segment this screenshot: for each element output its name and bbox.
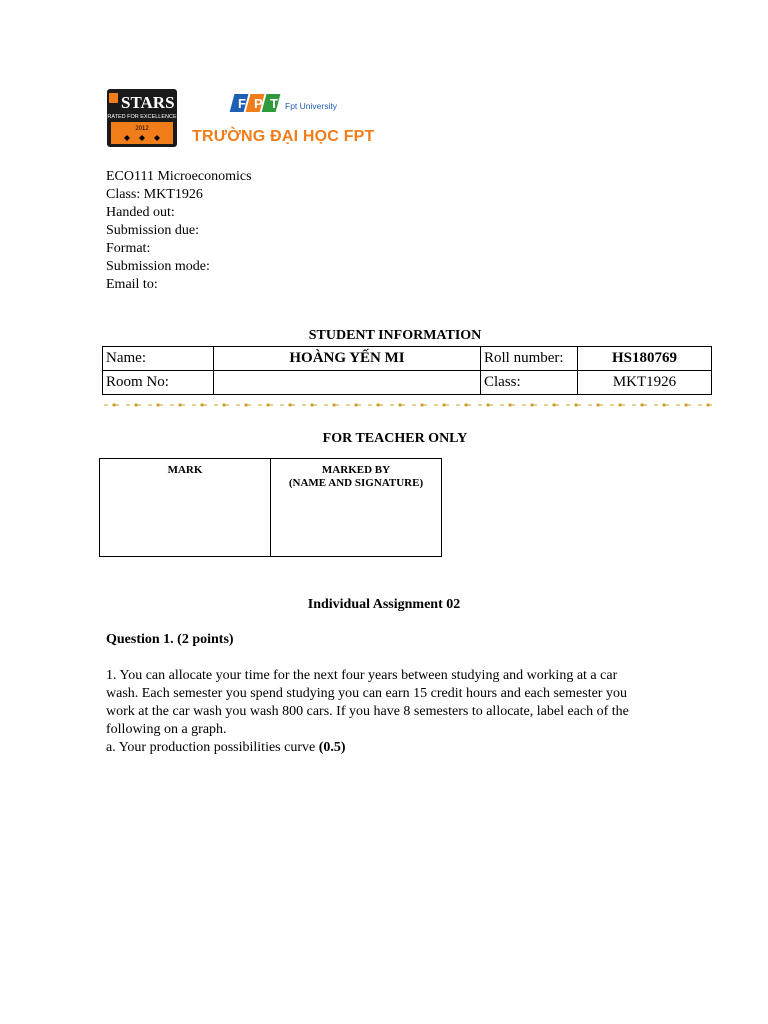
- assignment-header-info: [106, 168, 252, 294]
- university-name: TRƯỜNG ĐẠI HỌC FPT: [192, 128, 375, 145]
- marked-by-cell: [271, 459, 442, 557]
- mark-header: MARK: [167, 464, 203, 476]
- svg-text:T: T: [270, 96, 278, 111]
- part-a-text: a. Your production possibilities curve: [106, 740, 319, 755]
- name-signature-header: (NAME AND SIGNATURE): [288, 477, 424, 489]
- email-to-line: Email to:: [106, 277, 158, 292]
- table-row: [103, 347, 712, 371]
- teacher-only-title: FOR TEACHER ONLY: [322, 431, 468, 446]
- svg-text:F: F: [238, 96, 246, 111]
- part-a-line: [106, 739, 666, 757]
- class-value: MKT1926: [578, 371, 712, 395]
- assignment-title: Individual Assignment 02: [307, 597, 461, 612]
- svg-text:2012: 2012: [135, 126, 149, 132]
- question-text-line: work at the car wash you wash 800 cars. If you have 8 semesters to allocate, label each of the: [106, 704, 629, 719]
- name-value: HOÀNG YẾN MI: [214, 347, 481, 371]
- room-label: Room No:: [103, 371, 214, 395]
- name-label: Name:: [103, 347, 214, 371]
- format-line: Format:: [106, 241, 151, 256]
- svg-text:STARS: STARS: [121, 93, 175, 112]
- class-line: Class: MKT1926: [106, 187, 203, 202]
- question-text-line: wash. Each semester you spend studying you can earn 15 credit hours and each semester you: [106, 686, 627, 701]
- question-text-line: 1. You can allocate your time for the next four years between studying and working at a car: [106, 668, 618, 683]
- roll-number-label: Roll number:: [481, 347, 578, 371]
- fpt-university-logo: [229, 92, 359, 118]
- stars-rating-logo: [107, 89, 177, 147]
- svg-text:Fpt University: Fpt University: [285, 101, 337, 111]
- question-title: Question 1. (2 points): [106, 632, 234, 647]
- course-name: ECO111 Microeconomics: [106, 169, 252, 184]
- part-a-points: (0.5): [318, 740, 346, 755]
- handed-out-line: Handed out:: [106, 205, 175, 220]
- submission-due-line: Submission due:: [106, 223, 199, 238]
- roll-number-value: HS180769: [578, 347, 712, 371]
- table-row: [103, 371, 712, 395]
- question-body: [106, 667, 666, 757]
- student-information-title: STUDENT INFORMATION: [308, 328, 482, 343]
- class-label: Class:: [481, 371, 578, 395]
- dotted-separator: [104, 400, 712, 410]
- marked-by-header: MARKED BY: [321, 464, 391, 476]
- teacher-marking-table: [99, 458, 442, 557]
- svg-text:P: P: [254, 96, 263, 111]
- svg-text:RATED FOR EXCELLENCE: RATED FOR EXCELLENCE: [107, 114, 177, 120]
- student-info-table: [102, 346, 712, 395]
- room-value: [214, 371, 481, 395]
- table-row: [100, 459, 442, 557]
- question-text-line: following on a graph.: [106, 722, 227, 737]
- submission-mode-line: Submission mode:: [106, 259, 210, 274]
- mark-cell: [100, 459, 271, 557]
